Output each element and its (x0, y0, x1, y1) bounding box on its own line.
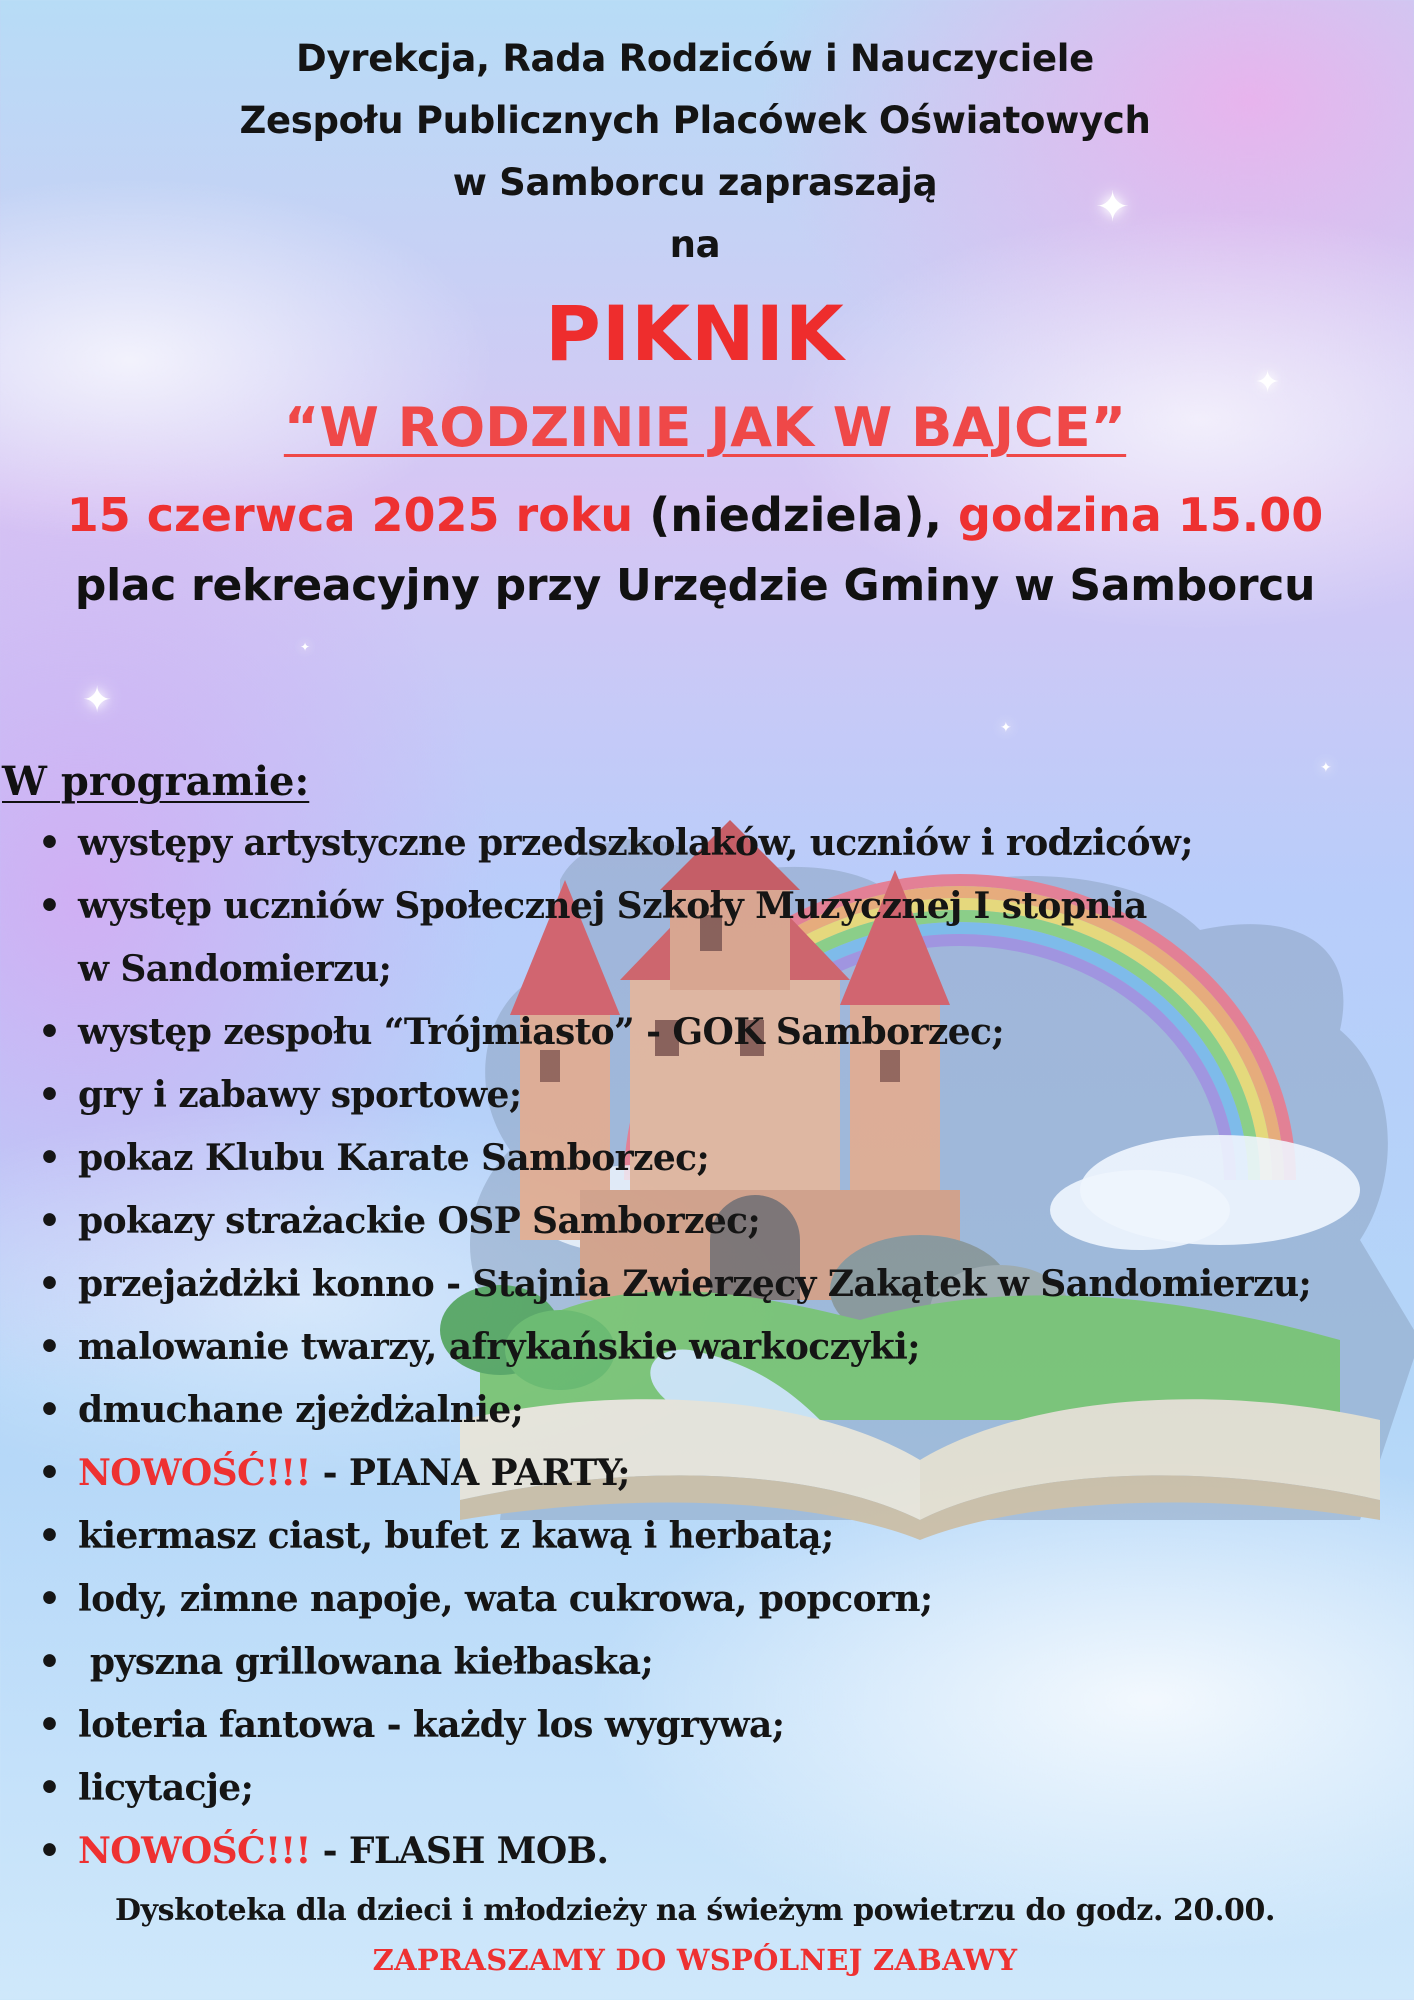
list-item: • loteria fantowa - każdy los wygrywa; (38, 1694, 1410, 1757)
bullet-icon: • (38, 1578, 61, 1620)
event-subtitle: “W RODZINIE JAK W BAJCE” (283, 396, 1127, 459)
bullet-icon: • (38, 1389, 61, 1431)
list-item: • występy artystyczne przedszkolaków, uczniów i rodziców; (38, 812, 1410, 875)
bullet-icon: • (38, 1074, 61, 1116)
sparkle-icon: ✦ (82, 680, 113, 721)
list-item: • licytacje; (38, 1757, 1410, 1820)
program-section (0, 756, 1410, 1883)
event-day: niedziela (670, 488, 904, 542)
list-item: • malowanie twarzy, afrykańskie warkoczyki; (38, 1316, 1410, 1379)
sparkle-icon: ✦ (300, 640, 311, 654)
bullet-icon: • (38, 885, 61, 927)
list-item: • dmuchane zjeżdżalnie; (38, 1379, 1410, 1442)
bullet-icon: • (38, 1200, 61, 1242)
bullet-icon: • (38, 1452, 61, 1494)
sparkle-icon: ✦ (1095, 182, 1131, 231)
invite-note: ZAPRASZAMY DO WSPÓLNEJ ZABAWY (372, 1943, 1018, 1977)
program-heading: W programie: (2, 758, 310, 805)
bullet-icon: • (38, 1641, 61, 1683)
sparkle-icon: ✦ (1320, 760, 1332, 776)
bullet-icon: • (38, 1830, 61, 1872)
list-item: • pyszna grillowana kiełbaska; (38, 1631, 1410, 1694)
day-paren-close: ), (903, 488, 958, 542)
intro-line: Zespołu Publicznych Placówek Oświatowych (239, 99, 1151, 142)
bullet-icon: • (38, 1704, 61, 1746)
day-paren-open: ( (633, 488, 671, 542)
sparkle-icon: ✦ (1255, 365, 1281, 400)
invitation-header (0, 28, 1390, 622)
event-place: plac rekreacyjny przy Urzędzie Gminy w Samborcu (74, 560, 1316, 611)
new-badge: NOWOŚĆ!!! (78, 1452, 311, 1494)
sparkle-icon: ✦ (1000, 720, 1012, 736)
intro-line: na (669, 223, 721, 266)
list-item: • pokaz Klubu Karate Samborzec; (38, 1127, 1410, 1190)
bullet-icon: • (38, 1011, 61, 1053)
disco-note: Dyskoteka dla dzieci i młodzieży na świeżym powietrzu do godz. 20.00. (114, 1893, 1276, 1928)
list-item: • przejażdżki konno - Stajnia Zwierzęcy Zakątek w Sandomierzu; (38, 1253, 1410, 1316)
list-item: • występ uczniów Społecznej Szkoły Muzycznej I stopnia w Sandomierzu; (38, 875, 1410, 1001)
intro-line: w Samborcu zapraszają (452, 161, 938, 204)
list-item: • NOWOŚĆ!!! - PIANA PARTY; (38, 1442, 1410, 1505)
bullet-icon: • (38, 1263, 61, 1305)
list-item: • kiermasz ciast, bufet z kawą i herbatą; (38, 1505, 1410, 1568)
list-item: • gry i zabawy sportowe; (38, 1064, 1410, 1127)
bullet-icon: • (38, 1767, 61, 1809)
intro-line: Dyrekcja, Rada Rodziców i Nauczyciele (296, 37, 1094, 80)
program-list (0, 812, 1410, 1883)
event-time: godzina 15.00 (957, 488, 1324, 542)
bullet-icon: • (38, 1137, 61, 1179)
event-title: PIKNIK (545, 289, 845, 378)
bullet-icon: • (38, 1515, 61, 1557)
list-item: • pokazy strażackie OSP Samborzec; (38, 1190, 1410, 1253)
list-item: • lody, zimne napoje, wata cukrowa, popcorn; (38, 1568, 1410, 1631)
event-date-line (0, 480, 1390, 550)
bullet-icon: • (38, 822, 61, 864)
bullet-icon: • (38, 1326, 61, 1368)
new-badge: NOWOŚĆ!!! (78, 1830, 311, 1872)
event-date: 15 czerwca 2025 roku (66, 488, 634, 542)
list-item: • występ zespołu “Trójmiasto” - GOK Samborzec; (38, 1001, 1410, 1064)
list-item: • NOWOŚĆ!!! - FLASH MOB. (38, 1820, 1410, 1883)
